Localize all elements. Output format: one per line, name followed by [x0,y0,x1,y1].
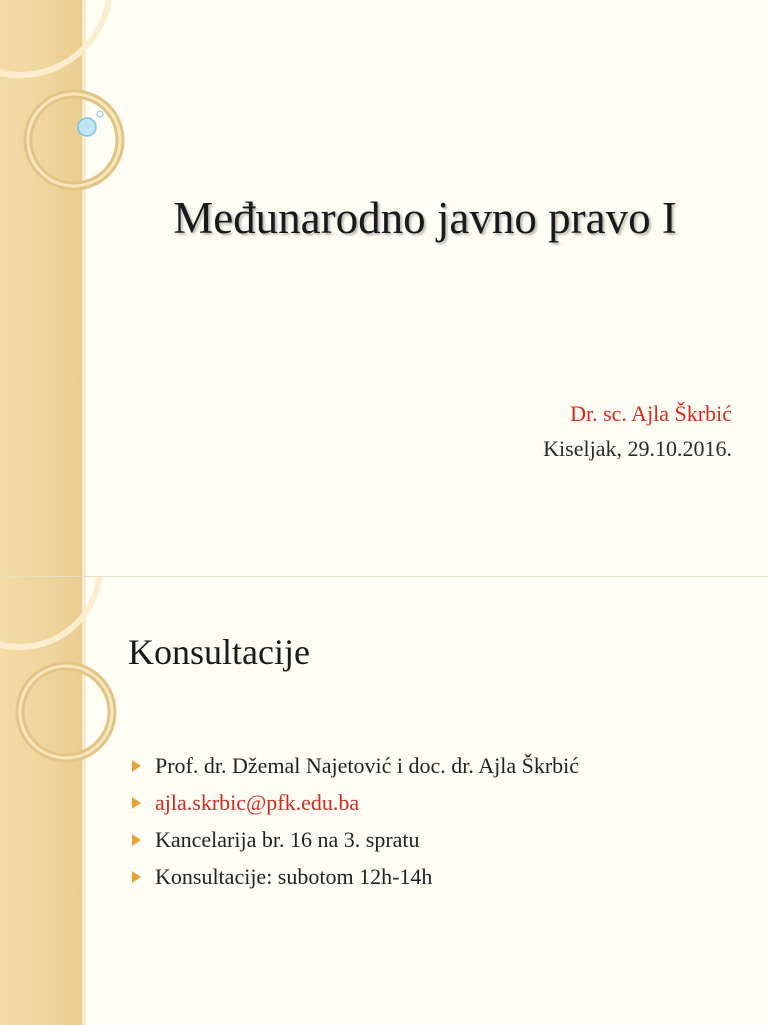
slide-title: Međunarodno javno pravo I [173,193,677,243]
circle-ring-decoration-icon [0,577,150,777]
author-name: Dr. sc. Ajla Škrbić [570,401,732,426]
place-date: Kiseljak, 29.10.2016. [543,436,732,461]
list-item[interactable] [132,784,579,821]
bullet-list [132,747,579,895]
arrow-right-icon [132,760,141,772]
arrow-right-icon [132,797,141,809]
list-item [132,747,579,784]
list-item [132,858,579,895]
arrow-right-icon [132,834,141,846]
arrow-right-icon [132,871,141,883]
list-item [132,821,579,858]
bullet-text: Kancelarija br. 16 na 3. spratu [155,826,420,852]
slide-heading: Konsultacije [128,632,310,672]
bullet-text: Konsultacije: subotom 12h-14h [155,863,433,889]
bullet-text: Prof. dr. Džemal Najetović i doc. dr. Ajla Škrbić [155,752,580,778]
email-link[interactable]: ajla.skrbic@pfk.edu.ba [155,789,360,815]
consultation-slide [0,576,768,1025]
